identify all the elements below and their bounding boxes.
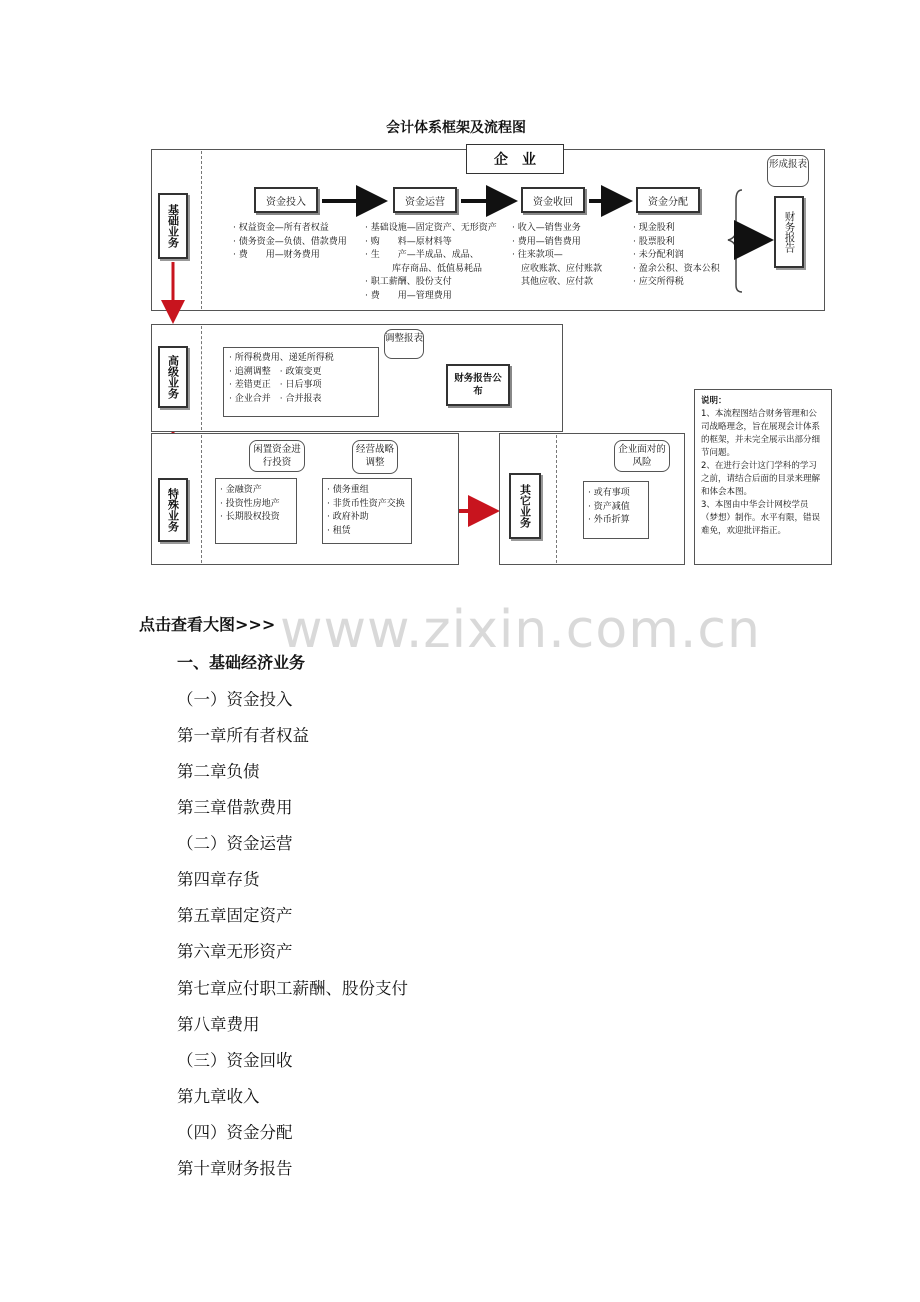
toc-line: （一）资金投入 [177,690,293,709]
list-item: · 收入—销售业务 [512,223,581,233]
toc-line: 第一章所有者权益 [177,726,309,745]
col4-list [633,222,720,290]
advanced-business-label: 高级业务 [158,346,188,408]
toc-line: 第二章负债 [177,762,260,781]
note-item: 1、本流程图结合财务管理和公司战略理念，旨在展现会计体系的框架，并未完全展示出部分细节问题。 [701,409,821,458]
other-list [588,487,630,528]
divider [201,435,202,563]
financial-report-box: 财务报告 [774,196,804,268]
toc-line: 第九章收入 [177,1087,260,1106]
toc-line: 第三章借款费用 [177,798,293,817]
list-item: · 企业合并 · 合并报表 [229,393,322,404]
other-business-label: 其它业务 [509,473,541,539]
risk-bubble: 企业面对的风险 [614,440,670,472]
toc-line: 第五章固定资产 [177,906,293,925]
form-report-bubble: 形成报表 [767,155,809,187]
col1-list [233,222,347,263]
list-item: · 费 用—管理费用 [365,290,452,301]
list-item: 库存商品、低值易耗品 [365,263,483,274]
list-item: · 外币折算 [588,515,630,525]
watermark: www.zixin.com.cn [280,600,761,660]
adjust-report-bubble: 调整报表 [384,329,424,359]
list-item: · 购 料—原材料等 [365,236,452,247]
list-item: · 现金股利 [633,223,675,233]
notes-box [694,389,832,565]
col2-list [365,222,497,303]
divider [201,326,202,430]
list-item: · 资产减值 [588,501,630,512]
list-item: · 租赁 [327,525,351,536]
list-item: · 未分配利润 [633,250,684,260]
toc-line: （四）资金分配 [177,1123,293,1142]
list-item: · 权益资金—所有者权益 [233,223,329,233]
flow-capital-input: 资金投入 [254,187,318,213]
list-item: · 股票股利 [633,236,675,247]
section-heading: 一、基础经济业务 [177,653,306,672]
list-item: · 或有事项 [588,488,630,498]
list-item: · 所得税费用、递延所得税 [229,353,334,363]
note-item: 3、本图由中华会计网校学员（梦想）制作。水平有限，错误难免，欢迎批评指正。 [701,500,821,536]
list-item: 应收账款、应付账款 [512,263,603,274]
list-item: · 应交所得税 [633,277,684,287]
list-item: · 政府补助 [327,512,369,522]
list-item: · 非货币性资产交换 [327,498,405,509]
toc-line: 第七章应付职工薪酬、股份支付 [177,979,408,998]
diagram-title: 会计体系框架及流程图 [386,120,526,136]
col3-list [512,222,602,290]
list-item: · 投资性房地产 [220,498,280,509]
special-list-1 [220,484,280,525]
list-item: · 费用—销售费用 [512,236,581,247]
view-large-image-link[interactable]: 点击查看大图>>> [139,615,276,634]
list-item: · 债务重组 [327,485,369,495]
list-item: · 职工薪酬、股份支付 [365,277,452,287]
list-item: · 生 产—半成品、成品、 [365,250,479,260]
toc-line: 第六章无形资产 [177,942,293,961]
toc-line: （三）资金回收 [177,1051,293,1070]
flow-capital-operation: 资金运营 [393,187,457,213]
list-item: · 债务资金—负债、借款费用 [233,236,347,247]
section-special-frame [151,433,459,565]
divider [556,435,557,563]
list-item: · 差错更正 · 日后事项 [229,380,322,390]
notes-title: 说明： [701,396,727,406]
flow-capital-distribution: 资金分配 [636,187,700,213]
toc-line: （二）资金运营 [177,834,293,853]
note-item: 2、在进行会计这门学科的学习之前，请结合后面的目录来理解和体会本图。 [701,461,821,497]
report-publish-box: 财务报告公 布 [446,364,510,406]
list-item: 其他应收、应付款 [512,277,594,287]
list-item: · 追溯调整 · 政策变更 [229,366,322,377]
list-item: · 盈余公积、资本公积 [633,263,720,274]
list-item: · 基础设施—固定资产、无形资产 [365,223,497,233]
toc-line: 第四章存货 [177,870,260,889]
basic-business-label: 基础业务 [158,193,188,259]
toc-line: 第十章财务报告 [177,1159,293,1178]
strategy-adjust-bubble: 经营战略调整 [352,440,398,474]
toc-line: 第八章费用 [177,1015,260,1034]
enterprise-box: 企 业 [466,144,564,174]
brace [728,190,742,292]
list-item: · 费 用—财务费用 [233,250,320,260]
special-business-label: 特殊业务 [158,478,188,542]
special-list-2 [327,484,405,538]
list-item: · 往来款项— [512,250,563,260]
idle-capital-bubble: 闲置资金进行投资 [249,440,305,472]
flow-capital-recovery: 资金收回 [521,187,585,213]
list-item: · 金融资产 [220,485,262,495]
advanced-list [229,352,334,406]
list-item: · 长期股权投资 [220,512,280,522]
